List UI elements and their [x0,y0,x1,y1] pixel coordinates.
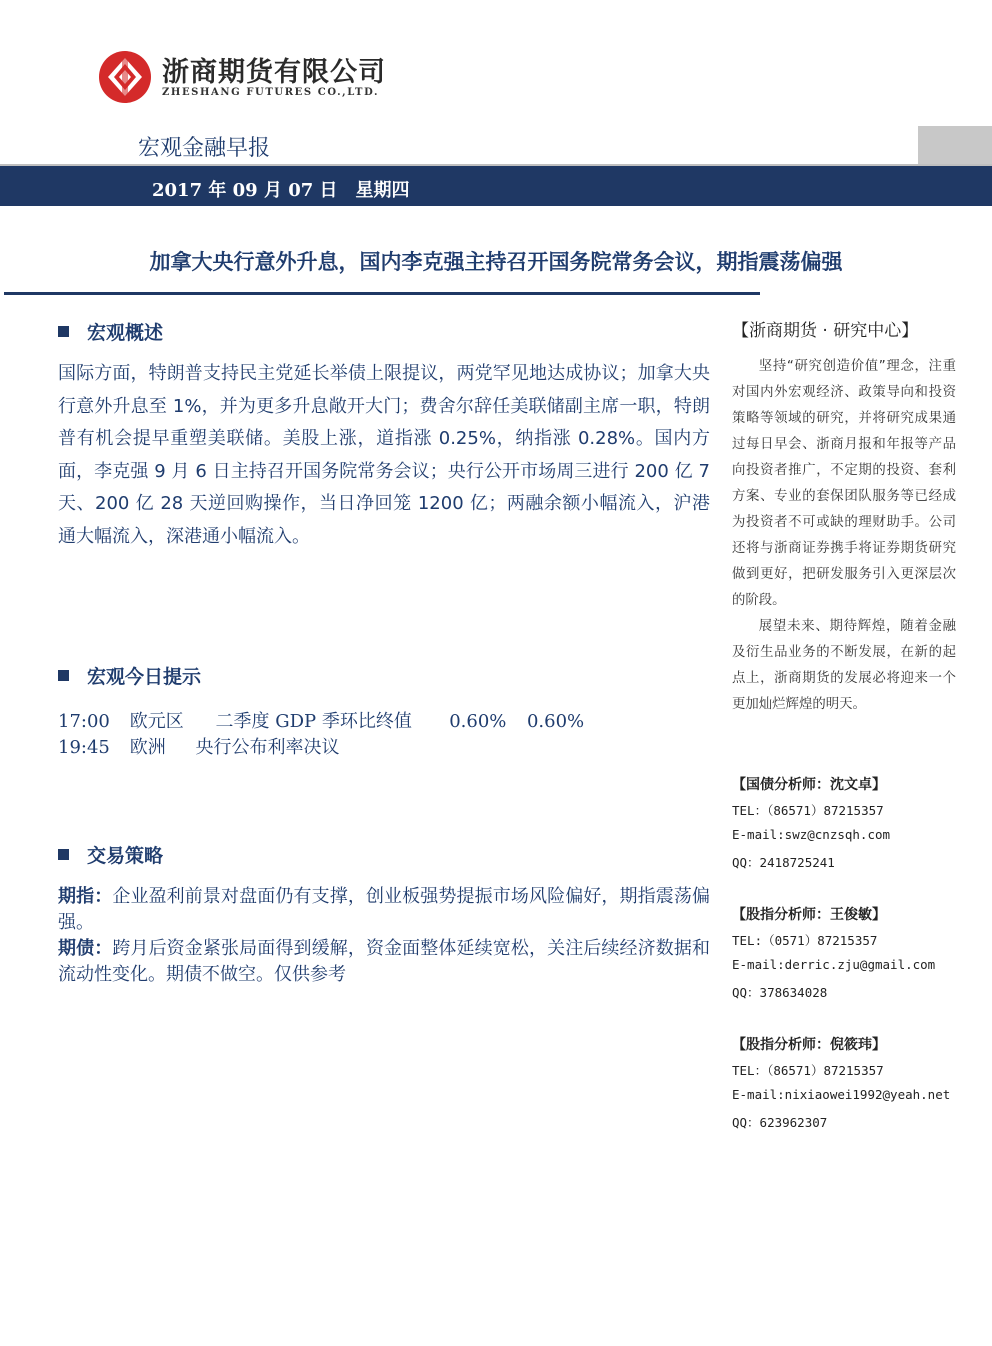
event-name: 央行公布利率决议 [195,737,340,758]
analyst-email[interactable]: E-mail:nixiaowei1992@yeah.net [732,1087,951,1102]
sidebar-paragraph: 坚持“研究创造价值”理念，注重对国内外宏观经济、政策导向和投资策略等领域的研究，并将研究成果通过每日早会、浙商月报和年报等产品向投资者推广，不定期的投资、套利方案、专业的套保团队服务等已经成为投资者不可或缺的理财助手。公司还将与浙商证券携手将证券期货研究做到更好，把研发服务引入更深层次的阶段。 [732,359,956,608]
analyst-heading: 【股指分析师：倪筱玮】 [732,1037,886,1053]
bullet-square-icon [58,849,69,860]
overview-text: 国际方面，特朗普支持民主党延长举债上限提议，两党罕见地达成协议；加拿大央行意外升息至 1%，并为更多升息敞开大门；费舍尔辞任美联储副主席一职，特朗普有机会提早重塑美联储。美股上涨，道指涨 0.25%，纳指涨 0.28%。国内方面，李克强 9 月 6 日主持召开国务院常务会议；央行公开市场周三进行 200 亿 7 天、200 亿 28 天逆回购操作，当日净回笼 1200 亿；两融余额小幅流入，沪港通大幅流入，深港通小幅流入。 [58,363,710,547]
analyst-heading: 【国债分析师：沈文卓】 [732,777,886,793]
strategy-text: 企业盈利前景对盘面仍有支撑，创业板强势提振市场风险偏好，期指震荡偏强。 [58,886,710,933]
date-bar [0,166,992,206]
bullet-square-icon [58,670,69,681]
section-title: 宏观概述 [87,322,164,344]
analyst-heading: 【股指分析师：王俊敏】 [732,907,886,923]
header-decoration [918,126,992,164]
analyst-qq: QQ：2418725241 [732,855,835,870]
analyst-tel: TEL:（0571）87215357 [732,933,878,948]
bullet-square-icon [58,326,69,337]
strategy-text: 跨月后资金紧张局面得到缓解，资金面整体延续宽松，关注后续经济数据和流动性变化。期债不做空。仅供参考 [58,938,710,985]
strategy-item-bond [58,936,710,988]
section-title: 交易策略 [87,845,164,867]
sidebar-title: 【浙商期货 · 研究中心】 [732,321,919,341]
report-date: 2017 年 09 月 07 日 星期四 [152,180,410,201]
event-time: 19:45 [58,737,110,758]
event-name: 二季度 GDP 季环比终值 [215,711,412,732]
event-row [58,733,339,759]
section-heading-overview [58,318,163,345]
strategy-label: 期债： [58,938,113,959]
analyst-email[interactable]: E-mail:swz@cnzsqh.com [732,827,891,842]
event-region: 欧洲 [129,737,166,758]
analyst-qq: QQ：378634028 [732,985,828,1000]
company-logo-icon [98,50,152,104]
strategy-label: 期指： [58,886,113,907]
event-region: 欧元区 [129,711,184,732]
event-time: 17:00 [58,711,110,732]
headline: 加拿大央行意外升息，国内李克强主持召开国务院常务会议，期指震荡偏强 [149,250,843,274]
section-title: 宏观今日提示 [87,666,202,688]
event-previous: 0.60% [449,711,507,732]
event-forecast: 0.60% [526,711,585,732]
analyst-tel: TEL：（86571）87215357 [732,1063,884,1078]
headline-divider [4,292,760,295]
event-row [58,707,584,733]
report-type: 宏观金融早报 [138,136,271,161]
sidebar-paragraph: 展望未来、期待辉煌，随着金融及衍生品业务的不断发展，在新的起点上，浙商期货的发展必将迎来一个更加灿烂辉煌的明天。 [732,619,956,712]
company-name-cn: 浙商期货有限公司 [162,57,386,88]
company-name-en: ZHESHANG FUTURES CO.,LTD. [162,87,380,98]
analyst-qq: QQ：623962307 [732,1115,828,1130]
strategy-item-index [58,884,710,936]
analyst-email[interactable]: E-mail:derric.zju@gmail.com [732,957,936,972]
analyst-tel: TEL：（86571）87215357 [732,803,884,818]
section-heading-today [58,662,201,689]
section-heading-strategy [58,841,163,868]
